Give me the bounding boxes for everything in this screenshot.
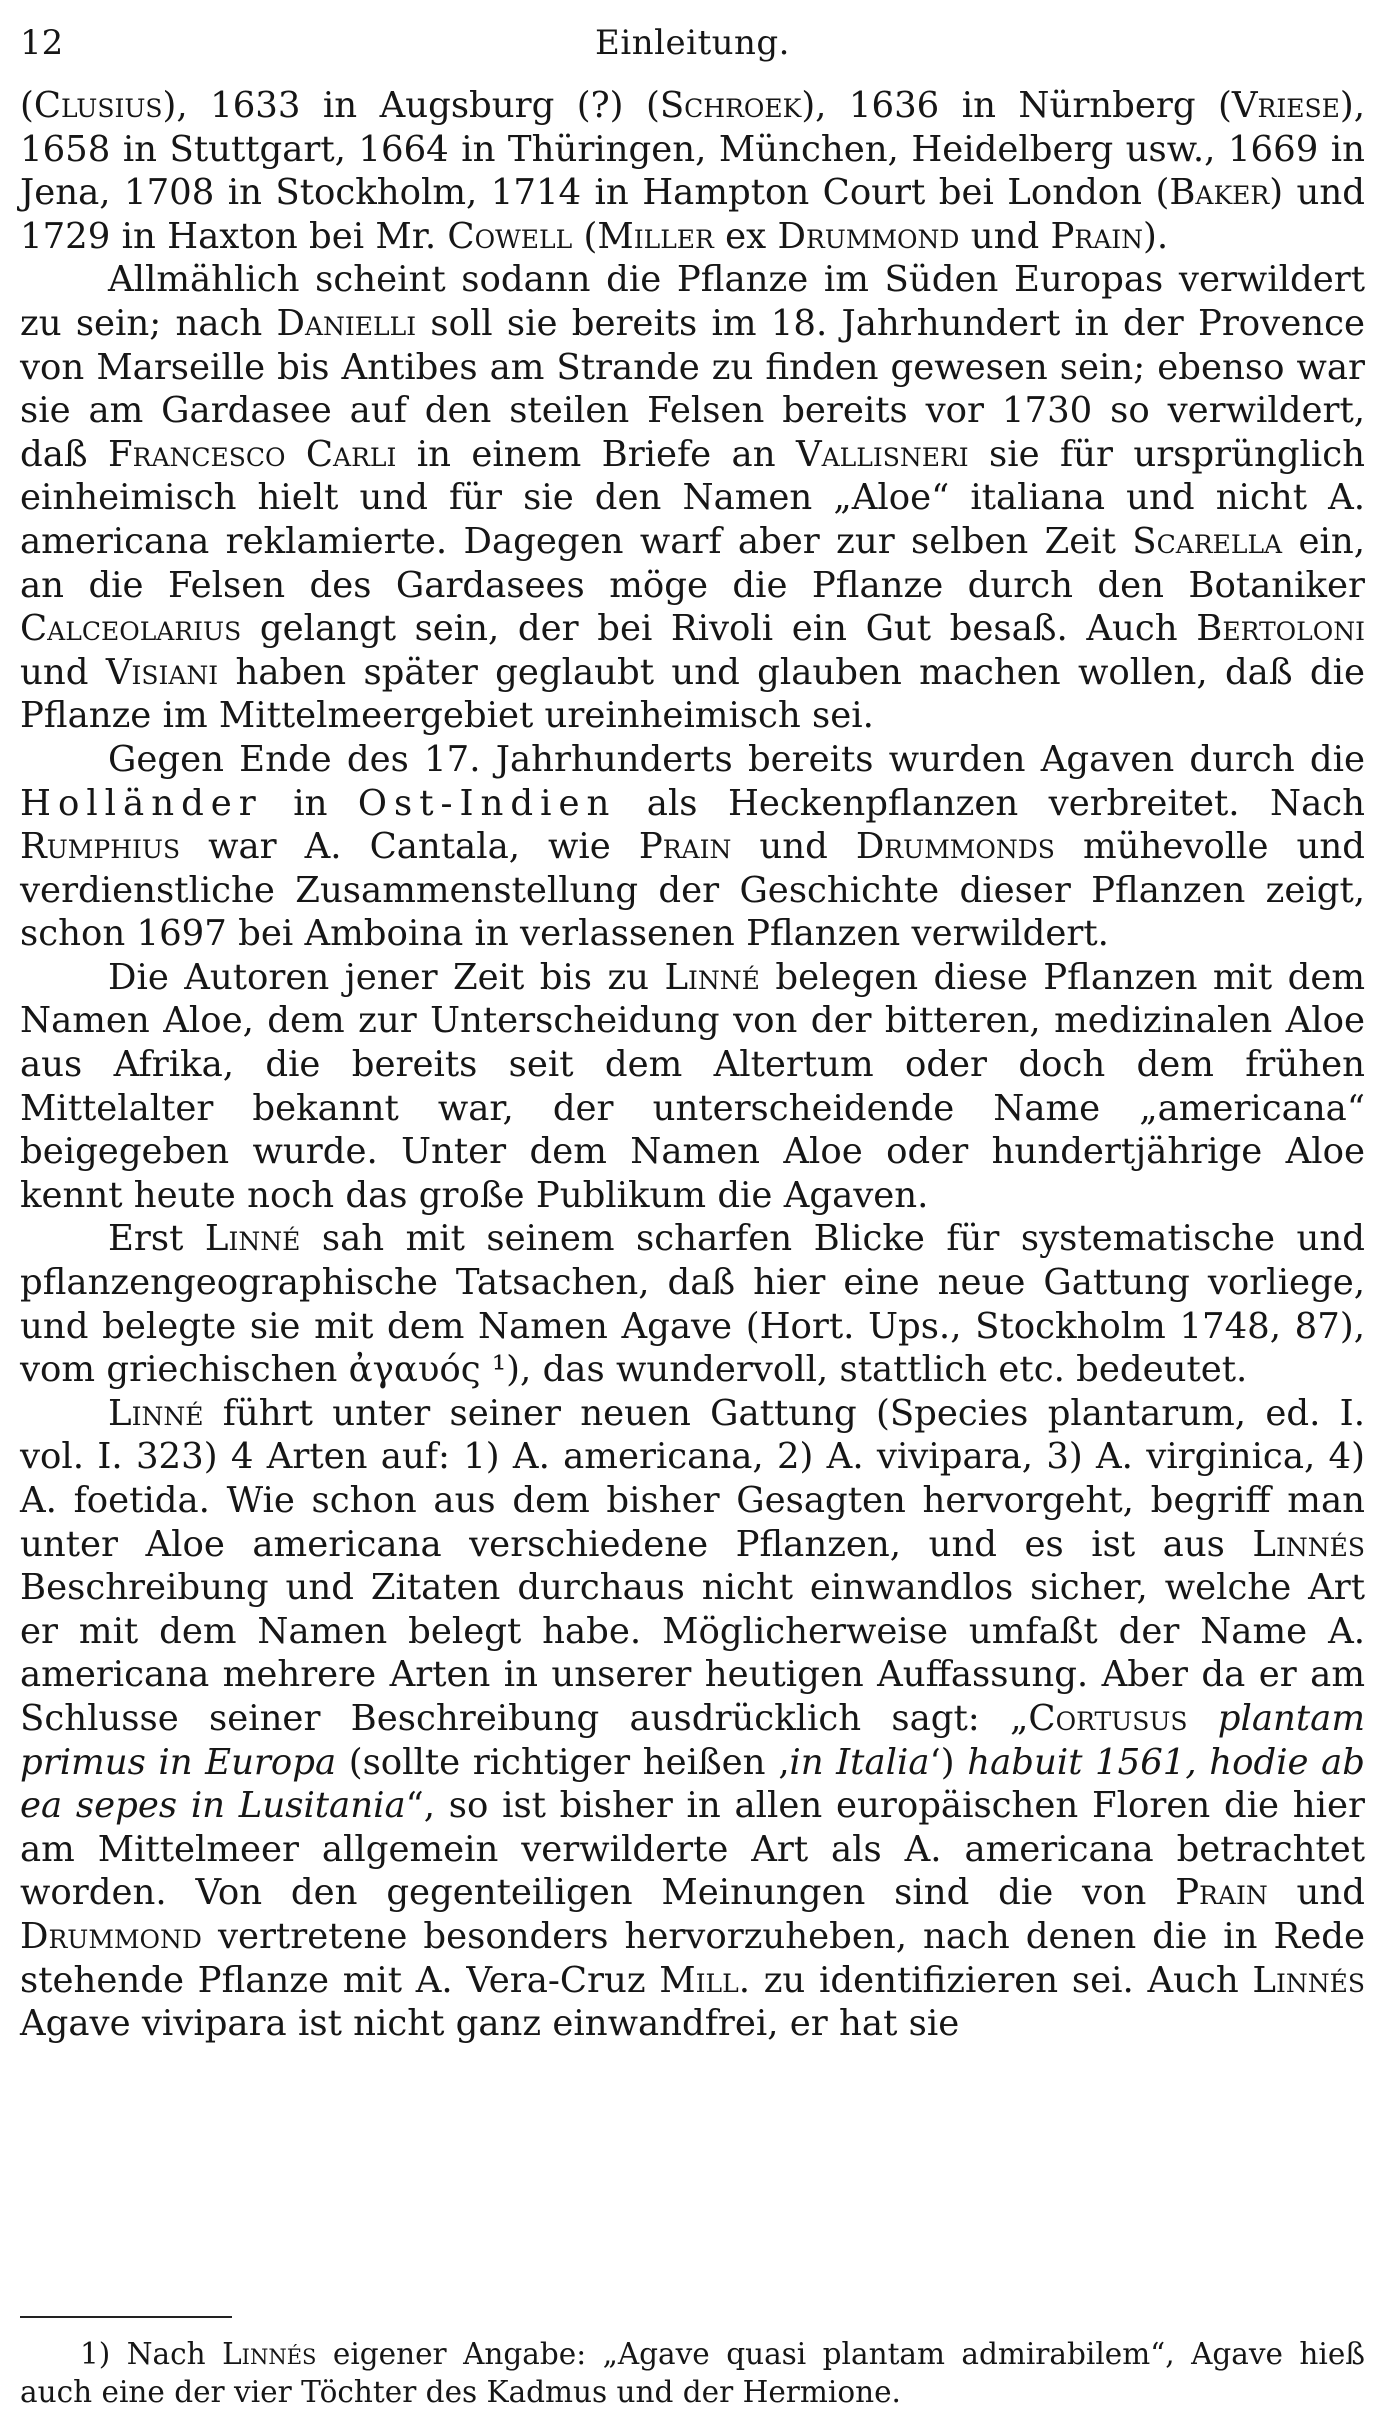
footnote-rule [20,2316,232,2318]
footnote-text [20,2335,1365,2411]
author-name: Francesco Carli [107,433,397,475]
spaced-text: Ost-Indien [357,782,617,824]
author-name: Baker [1169,172,1270,214]
text-run: ein, an die Felsen des Gardasees möge die Pflanze durch den Botaniker [20,520,1365,606]
book-page [20,12,1365,2046]
author-name: Cowell [447,215,573,257]
author-name: Cortusus [1028,1697,1188,1739]
text-run: Agave vivipara ist nicht ganz einwandfrei, er hat sie [20,2003,960,2045]
text-run: haben später geglaubt und glauben machen wollen, daß die Pflanze im Mittelmeergebiet ureinheimisch sei. [20,651,1365,737]
text-run: und [959,215,1051,257]
author-name: Linné [664,956,760,998]
author-name: Linné [108,1392,204,1434]
text-run: und [1267,1872,1365,1914]
text-run: ) und 1729 in Haxton bei Mr. [20,172,1365,257]
author-name: Rumphius [20,826,181,868]
author-name: Drummond [20,1915,202,1957]
paragraph [20,84,1365,258]
italic-text: plantam primus in Europa [20,1697,1365,1783]
author-name: Prain [638,826,732,868]
text-run: Beschreibung und Zitaten durchaus nicht einwandlos sicher, welche Art er mit dem Namen belegt habe. Möglicherweise umfaßt der Name A. americana mehrere Arten in unserer heutigen Auffassung. Aber da er am Schlusse seiner Beschreibung ausdrücklich sagt: „ [20,1567,1365,1739]
text-run: ), 1636 in Nürnberg ( [801,85,1232,126]
text-run: führt unter seiner neuen Gattung (Species plantarum, ed. I. vol. I. 323) 4 Arten auf: 1) A. americana, 2) A. vivipara, 3) A. virginica, 4) A. foetida. Wie schon aus dem bisher Gesagten hervorgeht, begriff man unter Aloe americana verschiedene Pflanzen, und es ist aus [20,1392,1365,1565]
author-name: Drummonds [855,826,1055,868]
author-name: Vallisneri [795,433,969,475]
paragraph [20,738,1365,956]
text-run: in [262,782,358,824]
running-title: Einleitung. [595,23,790,63]
author-name: Bertoloni [1196,608,1365,650]
author-name: Scarella [1132,520,1283,562]
author-name: Drummond [777,215,960,257]
author-name: Prain [1050,215,1144,257]
text-run: eigener Angabe: „Agave quasi plantam admirabilem“, Agave hieß auch eine der vier Töchter des Kadmus und der Hermione. [20,2337,1365,2409]
author-name: Miller [597,215,714,257]
text-run: ( [572,215,598,257]
paragraph [20,1217,1365,1391]
author-name: Linnés [1252,1959,1365,2001]
text-run: Die Autoren jener Zeit bis zu [108,956,665,998]
author-name: Linnés [222,2337,317,2371]
text-run: zu identifizieren sei. Auch [750,1959,1253,2001]
author-name: Clusius [33,85,163,126]
text-run: und [20,651,106,693]
text-run: Erst [108,1218,205,1260]
author-name: Schroek [659,85,802,126]
italic-text: habuit 1561, hodie ab ea sepes in Lusitania [20,1741,1366,1827]
text-run: 1) Nach [80,2337,223,2371]
paragraph [20,258,1365,738]
text-run: als Heckenpflanzen verbreitet. Nach [616,782,1365,824]
text-run: ). [1143,215,1169,257]
text-run: mühevolle und verdienstliche Zusammenstellung der Geschichte dieser Pflanzen zeigt, schon 1697 bei Amboina in verlassenen Pflanzen verwildert. [20,826,1365,955]
text-run: Gegen Ende des 17. Jahrhunderts bereits wurden Agaven durch die [108,738,1365,780]
author-name: Danielli [276,302,417,344]
paragraph [20,1392,1365,2046]
text-run: und [731,826,856,868]
spaced-text: Holländer [20,782,263,824]
running-header [20,12,1365,74]
text-run: ‘) [929,1741,968,1783]
text-run: soll sie bereits im 18. Jahrhundert in der Provence von Marseille bis Antibes am Strande zu finden gewesen sein; ebenso war sie am Gardasee auf den steilen Felsen bereits vor 1730 so verwildert, daß [20,302,1365,475]
text-run: sah mit seinem scharfen Blicke für systematische und pflanzengeographische Tatsachen, daß hier eine neue Gattung vorliege, und belegte sie mit dem Namen Agave (Hort. Ups., Stockholm 1748, 87), vom griechischen ἀγαυός ¹), das wundervoll, stattlich etc. bedeutet. [20,1218,1366,1391]
author-name: Mill. [659,1959,750,2001]
author-name: Vriese [1231,85,1340,126]
body-text [20,84,1365,2046]
text-run: in einem Briefe an [396,433,796,475]
text-run: ( [20,85,34,126]
italic-text: in Italia [789,1741,930,1783]
author-name: Linné [204,1218,301,1260]
text-run: sie für ursprünglich einheimisch hielt und für sie den Namen „Aloe“ italiana und nicht A. americana reklamierte. Dagegen warf aber zur selben Zeit [20,433,1365,562]
author-name: Calceolarius [20,608,242,650]
text-run: (sollte richtiger heißen ‚ [336,1741,790,1783]
text-run: gelangt sein, der bei Rivoli ein Gut besaß. Auch [241,608,1197,650]
page-number: 12 [20,23,64,63]
footnote [20,2335,1365,2411]
paragraph [20,956,1365,1218]
text-run: vertretene besonders hervorzuheben, nach denen die in Rede stehende Pflanze mit A. Vera-Cruz [20,1915,1365,2001]
text-run: “, so ist bisher in allen europäischen Floren die hier am Mittelmeer allgemein verwilderte Art als A. americana betrachtet worden. Von den gegenteiligen Meinungen sind die von [20,1785,1365,1914]
text-run: war A. Cantala, wie [180,826,639,868]
author-name: Prain [1175,1872,1268,1914]
text-run: belegen diese Pflanzen mit dem Namen Aloe, dem zur Unterscheidung von der bitteren, medizinalen Aloe aus Afrika, die bereits seit dem Altertum oder doch dem frühen Mittelalter bekannt war, der unterscheidende Name „americana“ beigegeben wurde. Unter dem Namen Aloe oder hundertjährige Aloe kennt heute noch das große Publikum die Agaven. [20,956,1366,1216]
text-run: ), 1633 in Augsburg (?) ( [162,85,660,126]
text-run: ex [713,215,778,257]
text-run: Allmählich scheint sodann die Pflanze im Süden Europas verwildert zu sein; nach [20,259,1365,344]
text-run: ), 1658 in Stuttgart, 1664 in Thüringen, München, Heidelberg usw., 1669 in Jena, 1708 in Stockholm, 1714 in Hampton Court bei London ( [20,85,1365,214]
author-name: Linnés [1252,1523,1365,1565]
author-name: Visiani [105,651,219,693]
